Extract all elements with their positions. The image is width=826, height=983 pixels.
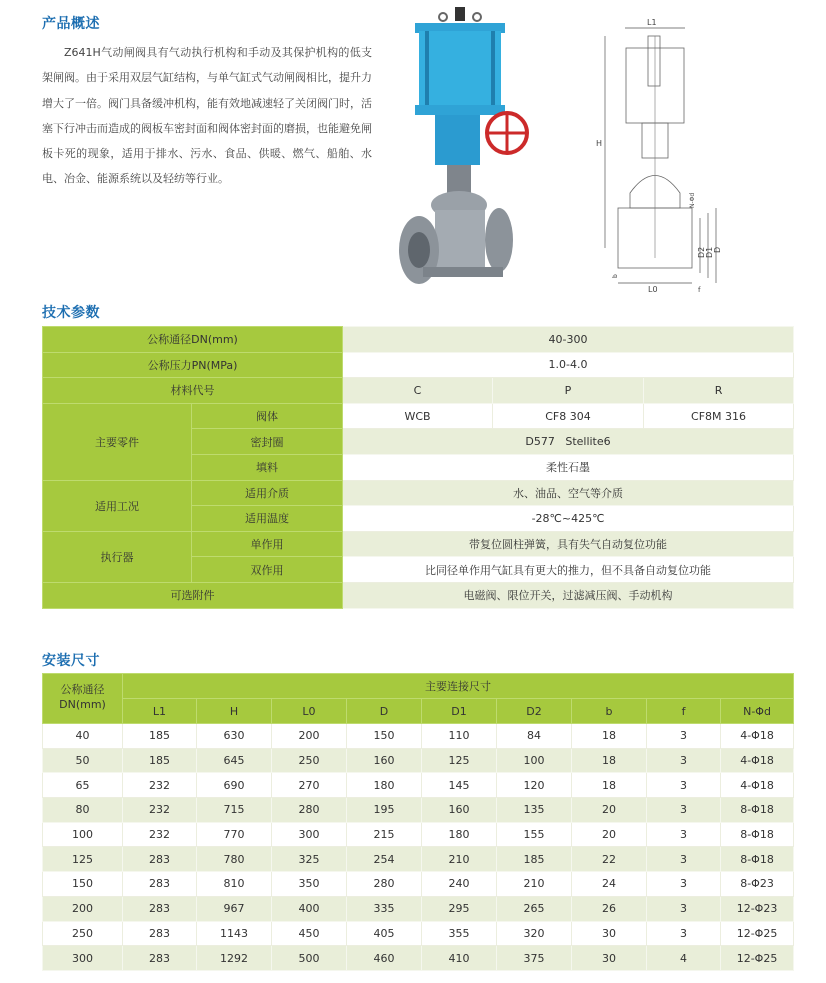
dn-cell: 250 <box>43 921 123 946</box>
table-row <box>43 327 794 353</box>
material-c: C <box>343 378 493 404</box>
column-header: D2 <box>497 699 572 724</box>
dims-title: 安装尺寸 <box>42 653 100 669</box>
table-row <box>43 872 794 897</box>
drawing-label-d2: D2 <box>697 246 706 258</box>
table-row <box>43 403 794 429</box>
dn-cell: 300 <box>43 946 123 971</box>
dimension-cell: 4-Φ18 <box>721 773 794 798</box>
dimension-cell: 100 <box>497 748 572 773</box>
dimension-cell: 232 <box>123 798 197 823</box>
dimension-cell: 280 <box>347 872 422 897</box>
dn-value: 40-300 <box>343 327 794 353</box>
drawing-label-f: f <box>698 286 701 294</box>
seal-value: D577 Stellite6 <box>343 429 794 455</box>
body-c: WCB <box>343 403 493 429</box>
dn-cell: 125 <box>43 847 123 872</box>
dimension-cell: 125 <box>422 748 497 773</box>
dimension-cell: 18 <box>572 773 647 798</box>
dimension-cell: 3 <box>647 921 721 946</box>
pn-value: 1.0-4.0 <box>343 352 794 378</box>
dimension-cell: 26 <box>572 896 647 921</box>
packing-value: 柔性石墨 <box>343 454 794 480</box>
temperature-label: 适用温度 <box>192 506 343 532</box>
drawing-label-nd: N-Φd <box>689 192 696 208</box>
options-label: 可选附件 <box>43 582 343 608</box>
dimension-cell: 690 <box>197 773 272 798</box>
dimension-cell: 8-Φ18 <box>721 822 794 847</box>
conditions-label: 适用工况 <box>43 480 192 531</box>
dimension-cell: 240 <box>422 872 497 897</box>
body-r: CF8M 316 <box>644 403 794 429</box>
dimension-cell: 215 <box>347 822 422 847</box>
single-acting-label: 单作用 <box>192 531 343 557</box>
dimension-cell: 410 <box>422 946 497 971</box>
column-header: L1 <box>123 699 197 724</box>
table-row <box>43 724 794 749</box>
dimension-cell: 4 <box>647 946 721 971</box>
drawing-label-d1: D1 <box>705 246 714 258</box>
dimension-cell: 24 <box>572 872 647 897</box>
dimension-cell: 30 <box>572 921 647 946</box>
dimension-cell: 195 <box>347 798 422 823</box>
dimension-cell: 967 <box>197 896 272 921</box>
dimension-cell: 283 <box>123 946 197 971</box>
dimension-cell: 8-Φ18 <box>721 798 794 823</box>
dimension-cell: 3 <box>647 847 721 872</box>
dimension-cell: 375 <box>497 946 572 971</box>
dimension-cell: 350 <box>272 872 347 897</box>
dimension-cell: 160 <box>422 798 497 823</box>
dimension-cell: 8-Φ18 <box>721 847 794 872</box>
dimension-cell: 3 <box>647 773 721 798</box>
dimension-cell: 232 <box>123 822 197 847</box>
column-header: D1 <box>422 699 497 724</box>
tech-params-table <box>42 326 794 609</box>
dimension-cell: 355 <box>422 921 497 946</box>
dn-cell: 100 <box>43 822 123 847</box>
dimension-cell: 1143 <box>197 921 272 946</box>
dimension-cell: 150 <box>347 724 422 749</box>
dimension-cell: 283 <box>123 921 197 946</box>
drawing-label-d: D <box>713 246 722 253</box>
tech-title: 技术参数 <box>42 305 100 321</box>
valve-drawing <box>590 8 720 298</box>
dimension-cell: 405 <box>347 921 422 946</box>
dimension-cell: 630 <box>197 724 272 749</box>
dimension-cell: 3 <box>647 872 721 897</box>
dimension-cell: 265 <box>497 896 572 921</box>
dimension-cell: 450 <box>272 921 347 946</box>
dimension-cell: 715 <box>197 798 272 823</box>
dimension-cell: 4-Φ18 <box>721 724 794 749</box>
dimension-cell: 254 <box>347 847 422 872</box>
dimension-cell: 12-Φ25 <box>721 921 794 946</box>
handwheel-icon <box>487 113 527 153</box>
dimension-cell: 770 <box>197 822 272 847</box>
dimension-cell: 8-Φ23 <box>721 872 794 897</box>
table-row <box>43 798 794 823</box>
dimension-cell: 500 <box>272 946 347 971</box>
dimension-cell: 155 <box>497 822 572 847</box>
material-r: R <box>644 378 794 404</box>
dn-cell: 40 <box>43 724 123 749</box>
dimension-cell: 283 <box>123 896 197 921</box>
material-p: P <box>493 378 644 404</box>
dimension-cell: 110 <box>422 724 497 749</box>
dimension-cell: 3 <box>647 724 721 749</box>
dimension-cell: 180 <box>422 822 497 847</box>
dimension-cell: 300 <box>272 822 347 847</box>
dimension-cell: 84 <box>497 724 572 749</box>
overview-text-block <box>42 40 372 192</box>
table-row <box>43 896 794 921</box>
dimension-cell: 232 <box>123 773 197 798</box>
column-header: f <box>647 699 721 724</box>
single-acting-value: 带复位圆柱弹簧，具有失气自动复位功能 <box>343 531 794 557</box>
column-header: b <box>572 699 647 724</box>
packing-label: 填料 <box>192 454 343 480</box>
dimension-cell: 20 <box>572 798 647 823</box>
dimension-cell: 780 <box>197 847 272 872</box>
drawing-label-h: H <box>596 139 603 148</box>
double-acting-value: 比同径单作用气缸具有更大的推力，但不具备自动复位功能 <box>343 557 794 583</box>
dimension-cell: 18 <box>572 748 647 773</box>
column-header: N-Φd <box>721 699 794 724</box>
dn-cell: 200 <box>43 896 123 921</box>
dn-label: 公称通径DN(mm) <box>43 327 343 353</box>
dimension-cell: 185 <box>497 847 572 872</box>
dimension-cell: 283 <box>123 847 197 872</box>
table-row <box>43 352 794 378</box>
header-row <box>43 674 794 699</box>
dimension-cell: 320 <box>497 921 572 946</box>
dn-cell: 80 <box>43 798 123 823</box>
medium-value: 水、油品、空气等介质 <box>343 480 794 506</box>
dimension-cell: 295 <box>422 896 497 921</box>
dimension-cell: 4-Φ18 <box>721 748 794 773</box>
pn-label: 公称压力PN(MPa) <box>43 352 343 378</box>
table-row <box>43 773 794 798</box>
table-row <box>43 946 794 971</box>
column-header: D <box>347 699 422 724</box>
dimension-cell: 200 <box>272 724 347 749</box>
dimension-cell: 335 <box>347 896 422 921</box>
column-header-row <box>43 699 794 724</box>
dimension-cell: 810 <box>197 872 272 897</box>
table-row <box>43 822 794 847</box>
column-header: H <box>197 699 272 724</box>
dimension-cell: 645 <box>197 748 272 773</box>
group-header: 主要连接尺寸 <box>123 674 794 699</box>
dimension-cell: 460 <box>347 946 422 971</box>
dimensions-table <box>42 673 794 971</box>
double-acting-label: 双作用 <box>192 557 343 583</box>
dn-cell: 65 <box>43 773 123 798</box>
dn-cell: 50 <box>43 748 123 773</box>
dimension-cell: 18 <box>572 724 647 749</box>
table-row <box>43 748 794 773</box>
dimension-cell: 12-Φ25 <box>721 946 794 971</box>
dimension-cell: 160 <box>347 748 422 773</box>
valve-photo <box>395 5 535 297</box>
seal-label: 密封圈 <box>192 429 343 455</box>
drawing-label-l1: L1 <box>647 18 657 27</box>
dimension-cell: 3 <box>647 822 721 847</box>
drawing-label-l0: L0 <box>648 285 658 294</box>
table-row <box>43 531 794 557</box>
dimension-cell: 20 <box>572 822 647 847</box>
dimension-cell: 280 <box>272 798 347 823</box>
overview-title: 产品概述 <box>42 16 100 32</box>
body-label: 阀体 <box>192 403 343 429</box>
table-row <box>43 847 794 872</box>
dimension-cell: 270 <box>272 773 347 798</box>
dimension-cell: 12-Φ23 <box>721 896 794 921</box>
dimension-cell: 185 <box>123 748 197 773</box>
dn-cell: 150 <box>43 872 123 897</box>
parts-label: 主要零件 <box>43 403 192 480</box>
dimension-cell: 180 <box>347 773 422 798</box>
dimension-cell: 400 <box>272 896 347 921</box>
table-row <box>43 480 794 506</box>
dimension-cell: 30 <box>572 946 647 971</box>
body-p: CF8 304 <box>493 403 644 429</box>
dimension-cell: 3 <box>647 748 721 773</box>
dimension-cell: 135 <box>497 798 572 823</box>
dn-header: 公称通径 DN(mm) <box>43 674 123 724</box>
dimension-cell: 145 <box>422 773 497 798</box>
dimension-cell: 210 <box>497 872 572 897</box>
material-label: 材料代号 <box>43 378 343 404</box>
medium-label: 适用介质 <box>192 480 343 506</box>
options-value: 电磁阀、限位开关，过滤减压阀、手动机构 <box>343 582 794 608</box>
dimension-cell: 22 <box>572 847 647 872</box>
dimension-cell: 325 <box>272 847 347 872</box>
dimension-cell: 185 <box>123 724 197 749</box>
dimension-cell: 283 <box>123 872 197 897</box>
table-row <box>43 378 794 404</box>
dimension-cell: 120 <box>497 773 572 798</box>
temperature-value: -28℃~425℃ <box>343 506 794 532</box>
dimension-cell: 210 <box>422 847 497 872</box>
table-row <box>43 921 794 946</box>
column-header: L0 <box>272 699 347 724</box>
actuator-label: 执行器 <box>43 531 192 582</box>
dimension-cell: 3 <box>647 798 721 823</box>
dimension-cell: 1292 <box>197 946 272 971</box>
dimension-cell: 250 <box>272 748 347 773</box>
drawing-label-b: b <box>612 274 619 278</box>
overview-paragraph: Z641H气动闸阀具有气动执行机构和手动及其保护机构的低支架闸阀。由于采用双层气缸结构，与单气缸式气动闸阀相比，提升力增大了一倍。阀门具备缓冲机构，能有效地减速轻了关闭阀门时，活塞下行冲击而造成的阀板车密封面和阀体密封面的磨损，也能避免闸板卡死的现象，适用于排水、污水、食品、供暖、燃气、船舶、水电、冶金、能源系统以及轻纺等行业。 <box>42 46 372 186</box>
dimension-cell: 3 <box>647 896 721 921</box>
table-row <box>43 582 794 608</box>
